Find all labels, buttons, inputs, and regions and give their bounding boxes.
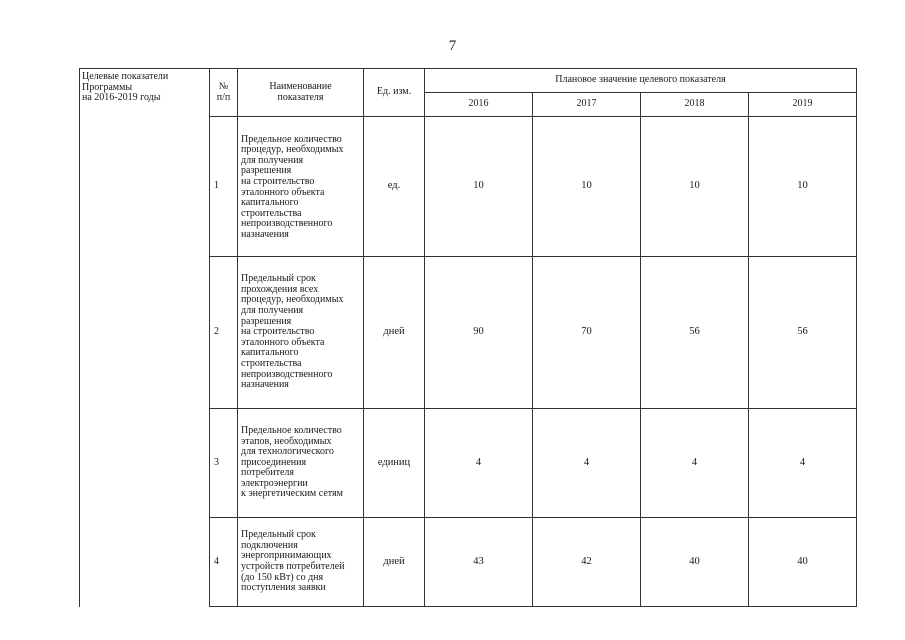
value-cell: 56 bbox=[749, 257, 857, 409]
value-cell: 10 bbox=[533, 117, 641, 257]
indicator-name: Предельный срок подключения энергопринимающих устройств потребителей (до 150 кВт) со дня поступления заявки bbox=[238, 518, 364, 607]
row-number: 2 bbox=[210, 257, 238, 409]
value-cell: 56 bbox=[641, 257, 749, 409]
year-header: 2017 bbox=[533, 93, 641, 117]
value-cell: 43 bbox=[425, 518, 533, 607]
year-header: 2016 bbox=[425, 93, 533, 117]
row-number: 3 bbox=[210, 409, 238, 518]
year-header: 2019 bbox=[749, 93, 857, 117]
value-cell: 70 bbox=[533, 257, 641, 409]
unit-cell: единиц bbox=[364, 409, 425, 518]
goal-label: Целевые показатели Программы на 2016-2019 годы bbox=[82, 71, 169, 104]
value-cell: 10 bbox=[749, 117, 857, 257]
goal-label-cell bbox=[80, 69, 210, 607]
value-cell: 4 bbox=[425, 409, 533, 518]
unit-header: Ед. изм. bbox=[364, 69, 425, 117]
indicator-name: Предельное количество процедур, необходимых для получения разрешения на строительство эталонного объекта капитального строительства непроизводственного назначения bbox=[238, 117, 364, 257]
unit-cell: дней bbox=[364, 518, 425, 607]
unit-cell: ед. bbox=[364, 117, 425, 257]
value-cell: 90 bbox=[425, 257, 533, 409]
value-cell: 4 bbox=[749, 409, 857, 518]
value-cell: 10 bbox=[425, 117, 533, 257]
value-cell: 42 bbox=[533, 518, 641, 607]
target-indicators-table bbox=[79, 68, 857, 607]
num-header: № п/п bbox=[210, 69, 238, 117]
value-cell: 40 bbox=[641, 518, 749, 607]
row-number: 1 bbox=[210, 117, 238, 257]
indicator-name: Предельное количество этапов, необходимых для технологического присоединения потребителя электроэнергии к энергетическим сетям bbox=[238, 409, 364, 518]
plan-header: Плановое значение целевого показателя bbox=[425, 69, 857, 93]
year-header: 2018 bbox=[641, 93, 749, 117]
value-cell: 4 bbox=[533, 409, 641, 518]
value-cell: 10 bbox=[641, 117, 749, 257]
name-header: Наименование показателя bbox=[238, 69, 364, 117]
value-cell: 4 bbox=[641, 409, 749, 518]
indicator-name: Предельный срок прохождения всех процедур, необходимых для получения разрешения на строительство эталонного объекта капитального строительства непроизводственного назначения bbox=[238, 257, 364, 409]
value-cell: 40 bbox=[749, 518, 857, 607]
page-number: 7 bbox=[448, 38, 457, 54]
unit-cell: дней bbox=[364, 257, 425, 409]
row-number: 4 bbox=[210, 518, 238, 607]
